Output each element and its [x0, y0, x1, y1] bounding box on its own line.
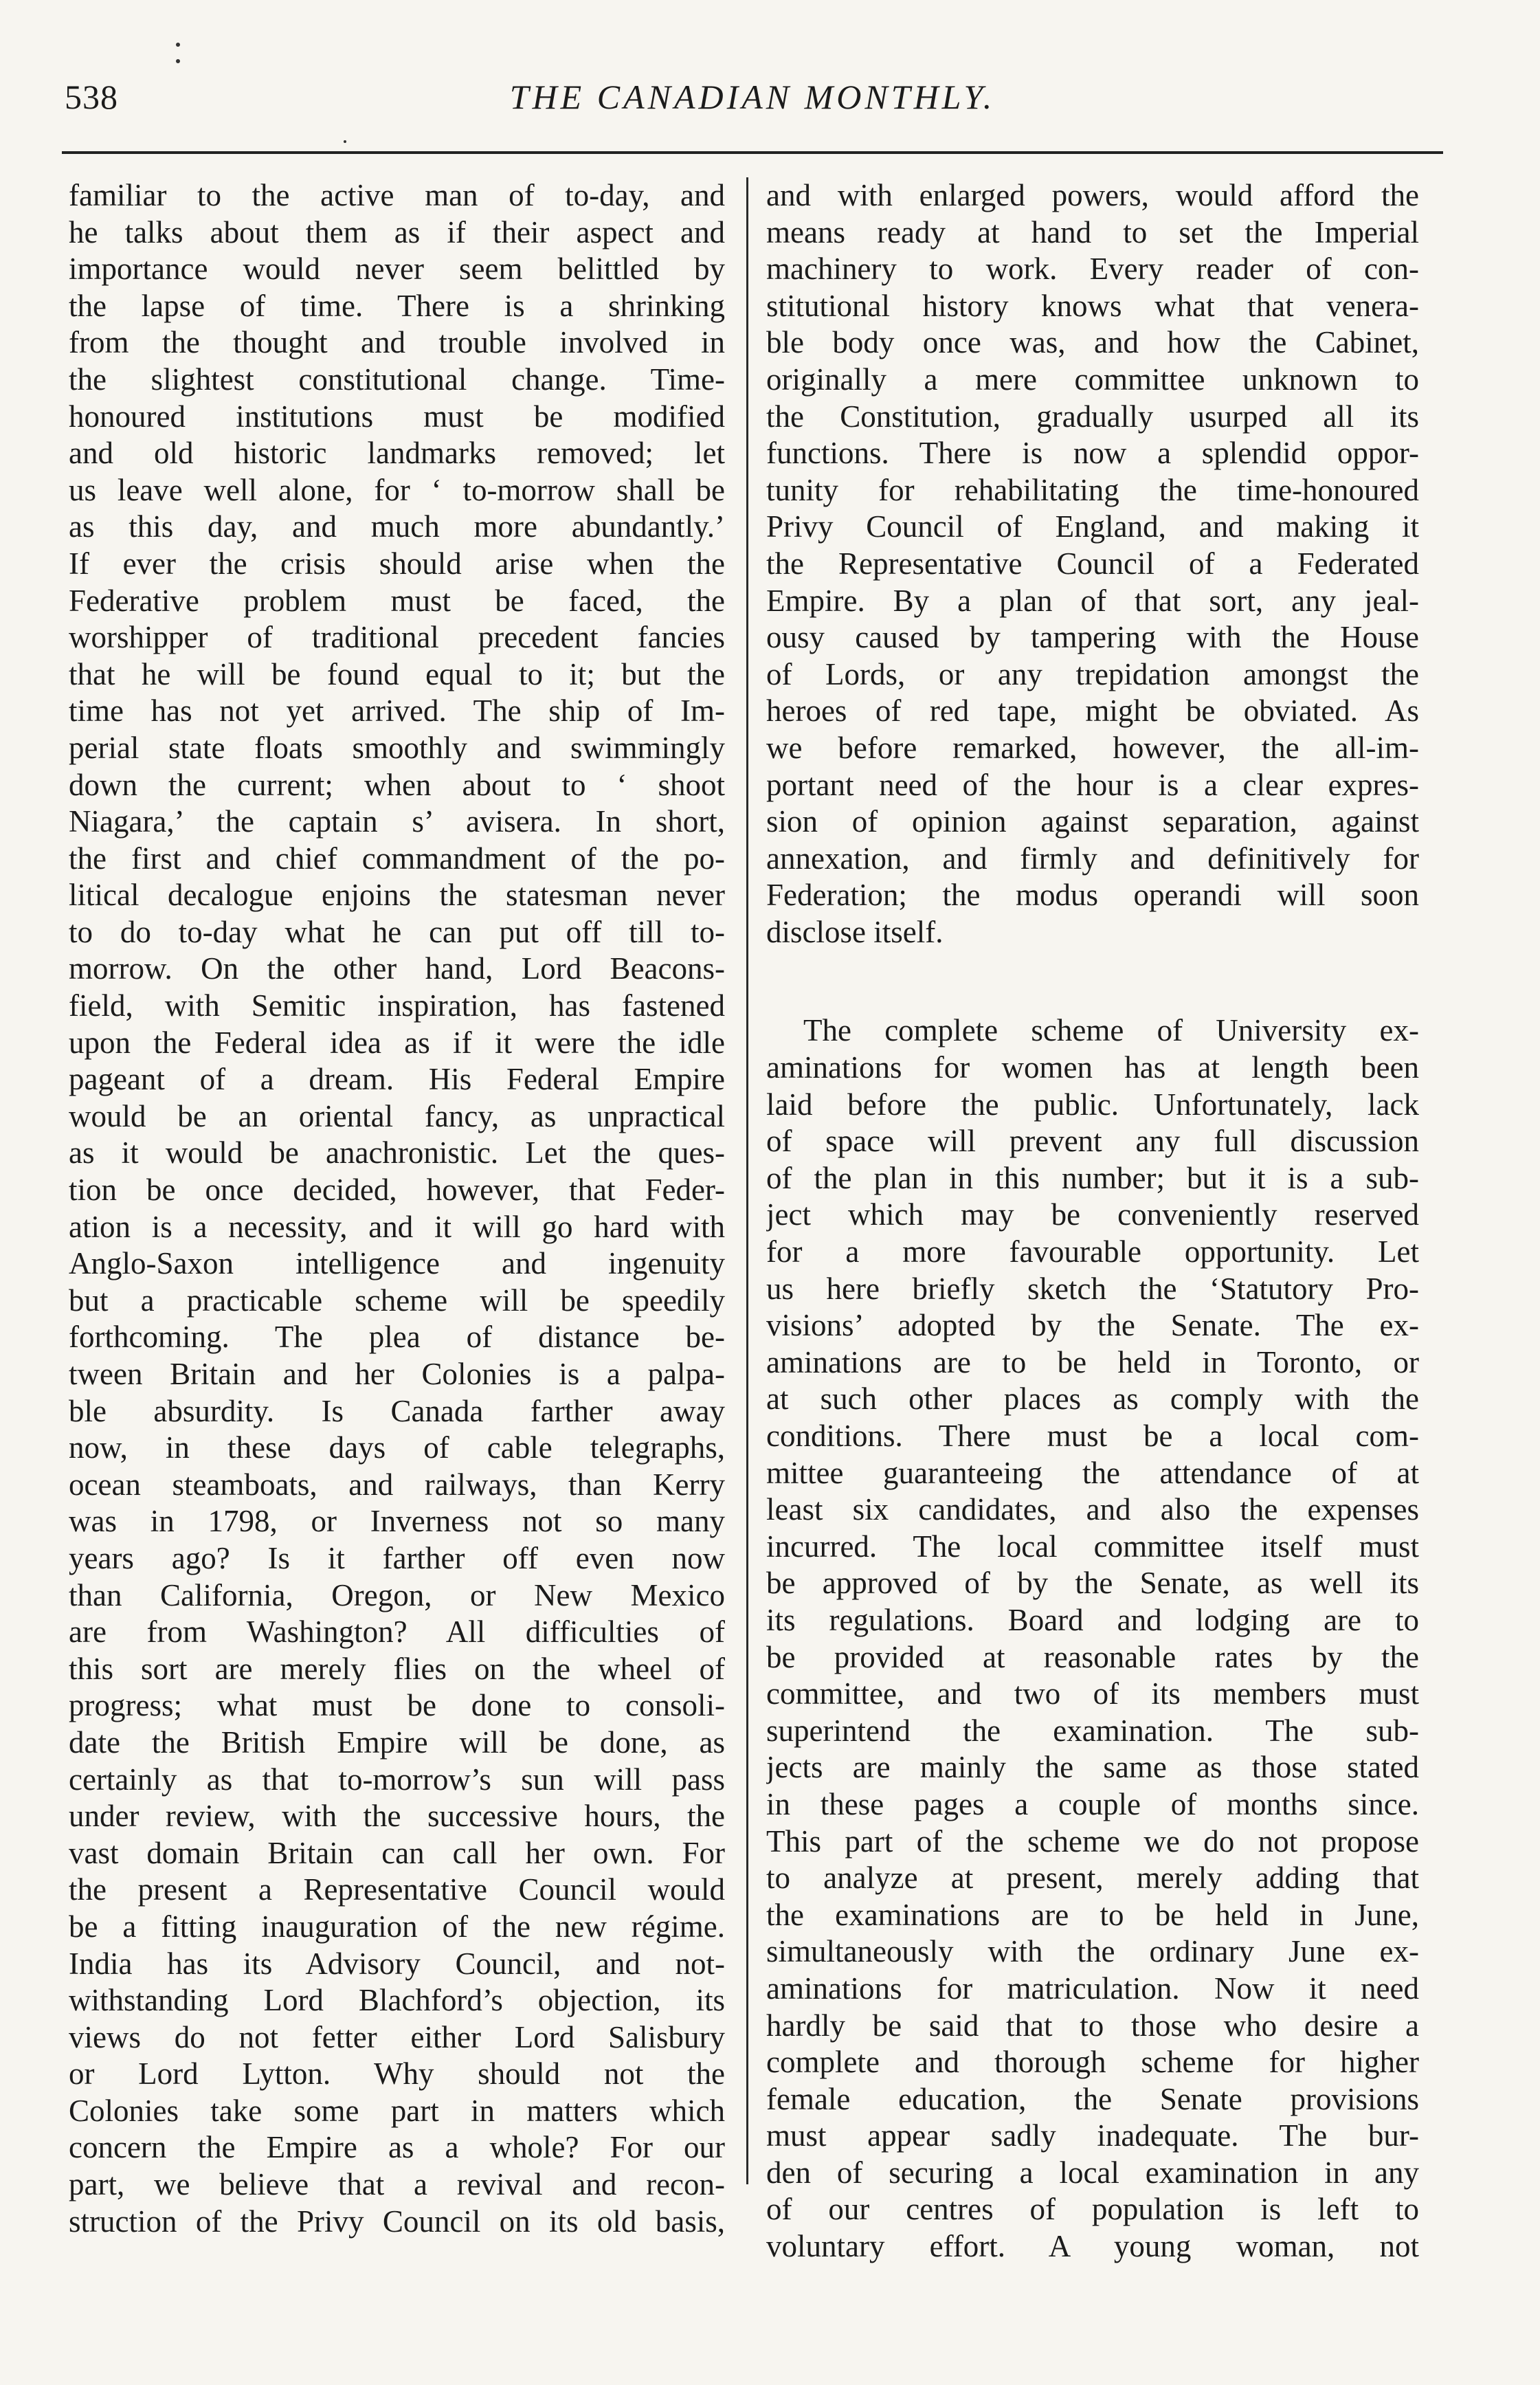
text-line: the first and chief commandment of the po- — [69, 841, 725, 876]
text-line: but a practicable scheme will be speedily — [69, 1283, 725, 1318]
text-line: views do not fetter either Lord Salisbury — [69, 2019, 725, 2054]
text-line: us leave well alone, for ‘ to-morrow shall be — [69, 472, 725, 507]
text-line: under review, with the successive hours, the — [69, 1799, 725, 1834]
text-line: in these pages a couple of months since. — [766, 1786, 1419, 1821]
text-line: ousy caused by tampering with the House — [766, 620, 1419, 655]
text-line: morrow. On the other hand, Lord Beacons- — [69, 951, 725, 986]
text-line: machinery to work. Every reader of con- — [766, 252, 1419, 287]
text-line: Privy Council of England, and making it — [766, 509, 1419, 544]
text-line: aminations are to be held in Toronto, or — [766, 1344, 1419, 1379]
text-line: Federation; the modus operandi will soon — [766, 878, 1419, 913]
text-line: now, in these days of cable telegraphs, — [69, 1430, 725, 1465]
text-line: pageant of a dream. His Federal Empire — [69, 1062, 725, 1097]
text-line: he talks about them as if their aspect and — [69, 214, 725, 249]
text-line: Empire. By a plan of that sort, any jeal- — [766, 583, 1419, 618]
text-line: be approved of by the Senate, as well its — [766, 1566, 1419, 1601]
text-line: complete and thorough scheme for higher — [766, 2045, 1419, 2080]
text-line: as this day, and much more abundantly.’ — [69, 509, 725, 544]
text-line: that he will be found equal to it; but the — [69, 656, 725, 691]
text-line: sion of opinion against separation, against — [766, 804, 1419, 839]
paragraph-gap — [766, 951, 1419, 1012]
text-line: be a fitting inauguration of the new régime. — [69, 1909, 725, 1944]
text-line: was in 1798, or Inverness not so many — [69, 1504, 725, 1539]
text-line: stitutional history knows what that venera- — [766, 288, 1419, 323]
text-line: conditions. There must be a local com- — [766, 1419, 1419, 1453]
text-line: to do to-day what he can put off till to- — [69, 914, 725, 949]
text-line: to analyze at present, merely adding that — [766, 1861, 1419, 1896]
text-line: this sort are merely flies on the wheel of — [69, 1651, 725, 1686]
text-line: worshipper of traditional precedent fancies — [69, 620, 725, 655]
text-line: the present a Representative Council would — [69, 1872, 725, 1907]
text-line: us here briefly sketch the ‘Statutory Pro- — [766, 1271, 1419, 1306]
text-line: the Representative Council of a Federated — [766, 546, 1419, 581]
text-line: of the plan in this number; but it is a sub- — [766, 1160, 1419, 1195]
text-line: ject which may be conveniently reserved — [766, 1197, 1419, 1232]
text-line: den of securing a local examination in any — [766, 2155, 1419, 2190]
text-line: aminations for women has at length been — [766, 1050, 1419, 1085]
text-line: the Constitution, gradually usurped all its — [766, 399, 1419, 434]
text-line: struction of the Privy Council on its old basis, — [69, 2204, 725, 2239]
text-line: down the current; when about to ‘ shoot — [69, 767, 725, 802]
text-line: ble absurdity. Is Canada farther away — [69, 1393, 725, 1428]
text-line: concern the Empire as a whole? For our — [69, 2130, 725, 2165]
text-line: than California, Oregon, or New Mexico — [69, 1577, 725, 1612]
text-line: and with enlarged powers, would afford the — [766, 178, 1419, 212]
text-line: laid before the public. Unfortunately, lack — [766, 1087, 1419, 1122]
text-line: superintend the examination. The sub- — [766, 1713, 1419, 1748]
text-line: be provided at reasonable rates by the — [766, 1639, 1419, 1674]
text-line: of our centres of population is left to — [766, 2192, 1419, 2227]
text-line: as it would be anachronistic. Let the ques- — [69, 1135, 725, 1171]
text-line: litical decalogue enjoins the statesman never — [69, 878, 725, 913]
text-line: ble body once was, and how the Cabinet, — [766, 325, 1419, 360]
text-line: the slightest constitutional change. Time- — [69, 362, 725, 397]
text-line: we before remarked, however, the all-im- — [766, 730, 1419, 765]
text-line: committee, and two of its members must — [766, 1676, 1419, 1711]
text-line: certainly as that to-morrow’s sun will pass — [69, 1762, 725, 1797]
text-line: disclose itself. — [766, 914, 944, 949]
text-line: Anglo-Saxon intelligence and ingenuity — [69, 1246, 725, 1281]
text-line: withstanding Lord Blachford’s objection, its — [69, 1983, 725, 2018]
text-line: voluntary effort. A young woman, not — [766, 2229, 1419, 2264]
text-line: heroes of red tape, might be obviated. As — [766, 694, 1419, 729]
text-line: honoured institutions must be modified — [69, 399, 725, 434]
header-rule — [62, 151, 1443, 154]
text-line: India has its Advisory Council, and not- — [69, 1946, 725, 1981]
text-line: incurred. The local committee itself must — [766, 1529, 1419, 1564]
text-line: upon the Federal idea as if it were the idle — [69, 1025, 725, 1060]
text-line: of space will prevent any full discussion — [766, 1124, 1419, 1159]
page-header — [62, 77, 1443, 132]
text-line: functions. There is now a splendid oppor- — [766, 436, 1419, 471]
running-title: THE CANADIAN MONTHLY. — [509, 78, 996, 116]
text-line: jects are mainly the same as those stated — [766, 1750, 1419, 1785]
right-column — [766, 177, 1419, 2265]
text-line: This part of the scheme we do not propose — [766, 1823, 1419, 1859]
text-line: part, we believe that a revival and recon- — [69, 2167, 725, 2202]
text-line: its regulations. Board and lodging are to — [766, 1602, 1419, 1637]
text-line: Niagara,’ the captain s’ avisera. In short, — [69, 804, 725, 839]
text-line: tion be once decided, however, that Feder- — [69, 1173, 725, 1208]
text-line: forthcoming. The plea of distance be- — [69, 1320, 725, 1355]
text-line: and old historic landmarks removed; let — [69, 436, 725, 471]
text-line: perial state floats smoothly and swimmingly — [69, 730, 725, 765]
text-line: or Lord Lytton. Why should not the — [69, 2056, 725, 2092]
text-line: for a more favourable opportunity. Let — [766, 1234, 1419, 1269]
text-line: from the thought and trouble involved in — [69, 325, 725, 360]
text-line: portant need of the hour is a clear expres- — [766, 767, 1419, 802]
text-line: Colonies take some part in matters which — [69, 2093, 725, 2128]
left-column — [69, 177, 725, 2240]
text-line: importance would never seem belittled by — [69, 252, 725, 287]
text-line: female education, the Senate provisions — [766, 2081, 1419, 2116]
page-number: 538 — [65, 78, 118, 116]
text-line: ation is a necessity, and it will go hard with — [69, 1209, 725, 1244]
text-line: hardly be said that to those who desire a — [766, 2008, 1419, 2043]
text-line: of Lords, or any trepidation amongst the — [766, 656, 1419, 691]
text-line: aminations for matriculation. Now it need — [766, 1971, 1419, 2006]
text-line: tween Britain and her Colonies is a palpa- — [69, 1357, 725, 1391]
text-line: date the British Empire will be done, as — [69, 1724, 725, 1760]
text-line: Federative problem must be faced, the — [69, 583, 725, 618]
text-line: means ready at hand to set the Imperial — [766, 214, 1419, 249]
text-line: would be an oriental fancy, as unpractical — [69, 1098, 725, 1133]
ink-speck — [176, 59, 180, 63]
text-line: at such other places as comply with the — [766, 1382, 1419, 1417]
text-line: mittee guaranteeing the attendance of at — [766, 1455, 1419, 1490]
text-line: familiar to the active man of to-day, and — [69, 178, 725, 212]
text-line: originally a mere committee unknown to — [766, 362, 1419, 397]
text-line: visions’ adopted by the Senate. The ex- — [766, 1308, 1419, 1343]
text-line: The complete scheme of University ex- — [803, 1013, 1419, 1048]
column-divider — [746, 177, 748, 2184]
text-line: least six candidates, and also the expenses — [766, 1492, 1419, 1527]
text-line: simultaneously with the ordinary June ex- — [766, 1934, 1419, 1969]
text-line: progress; what must be done to consoli- — [69, 1688, 725, 1723]
text-line: vast domain Britain can call her own. For — [69, 1835, 725, 1870]
text-line: the examinations are to be held in June, — [766, 1897, 1419, 1932]
text-line: tunity for rehabilitating the time-honoured — [766, 472, 1419, 507]
text-line: annexation, and firmly and definitively for — [766, 841, 1419, 876]
text-line: the lapse of time. There is a shrinking — [69, 288, 725, 323]
text-line: years ago? Is it farther off even now — [69, 1540, 725, 1575]
text-line: time has not yet arrived. The ship of Im- — [69, 694, 725, 729]
text-line: are from Washington? All difficulties of — [69, 1615, 725, 1650]
ink-speck — [176, 43, 180, 47]
ink-speck — [344, 140, 346, 143]
text-line: field, with Semitic inspiration, has fastened — [69, 988, 725, 1023]
text-line: If ever the crisis should arise when the — [69, 546, 725, 581]
text-line: must appear sadly inadequate. The bur- — [766, 2118, 1419, 2153]
text-line: ocean steamboats, and railways, than Kerry — [69, 1467, 725, 1502]
